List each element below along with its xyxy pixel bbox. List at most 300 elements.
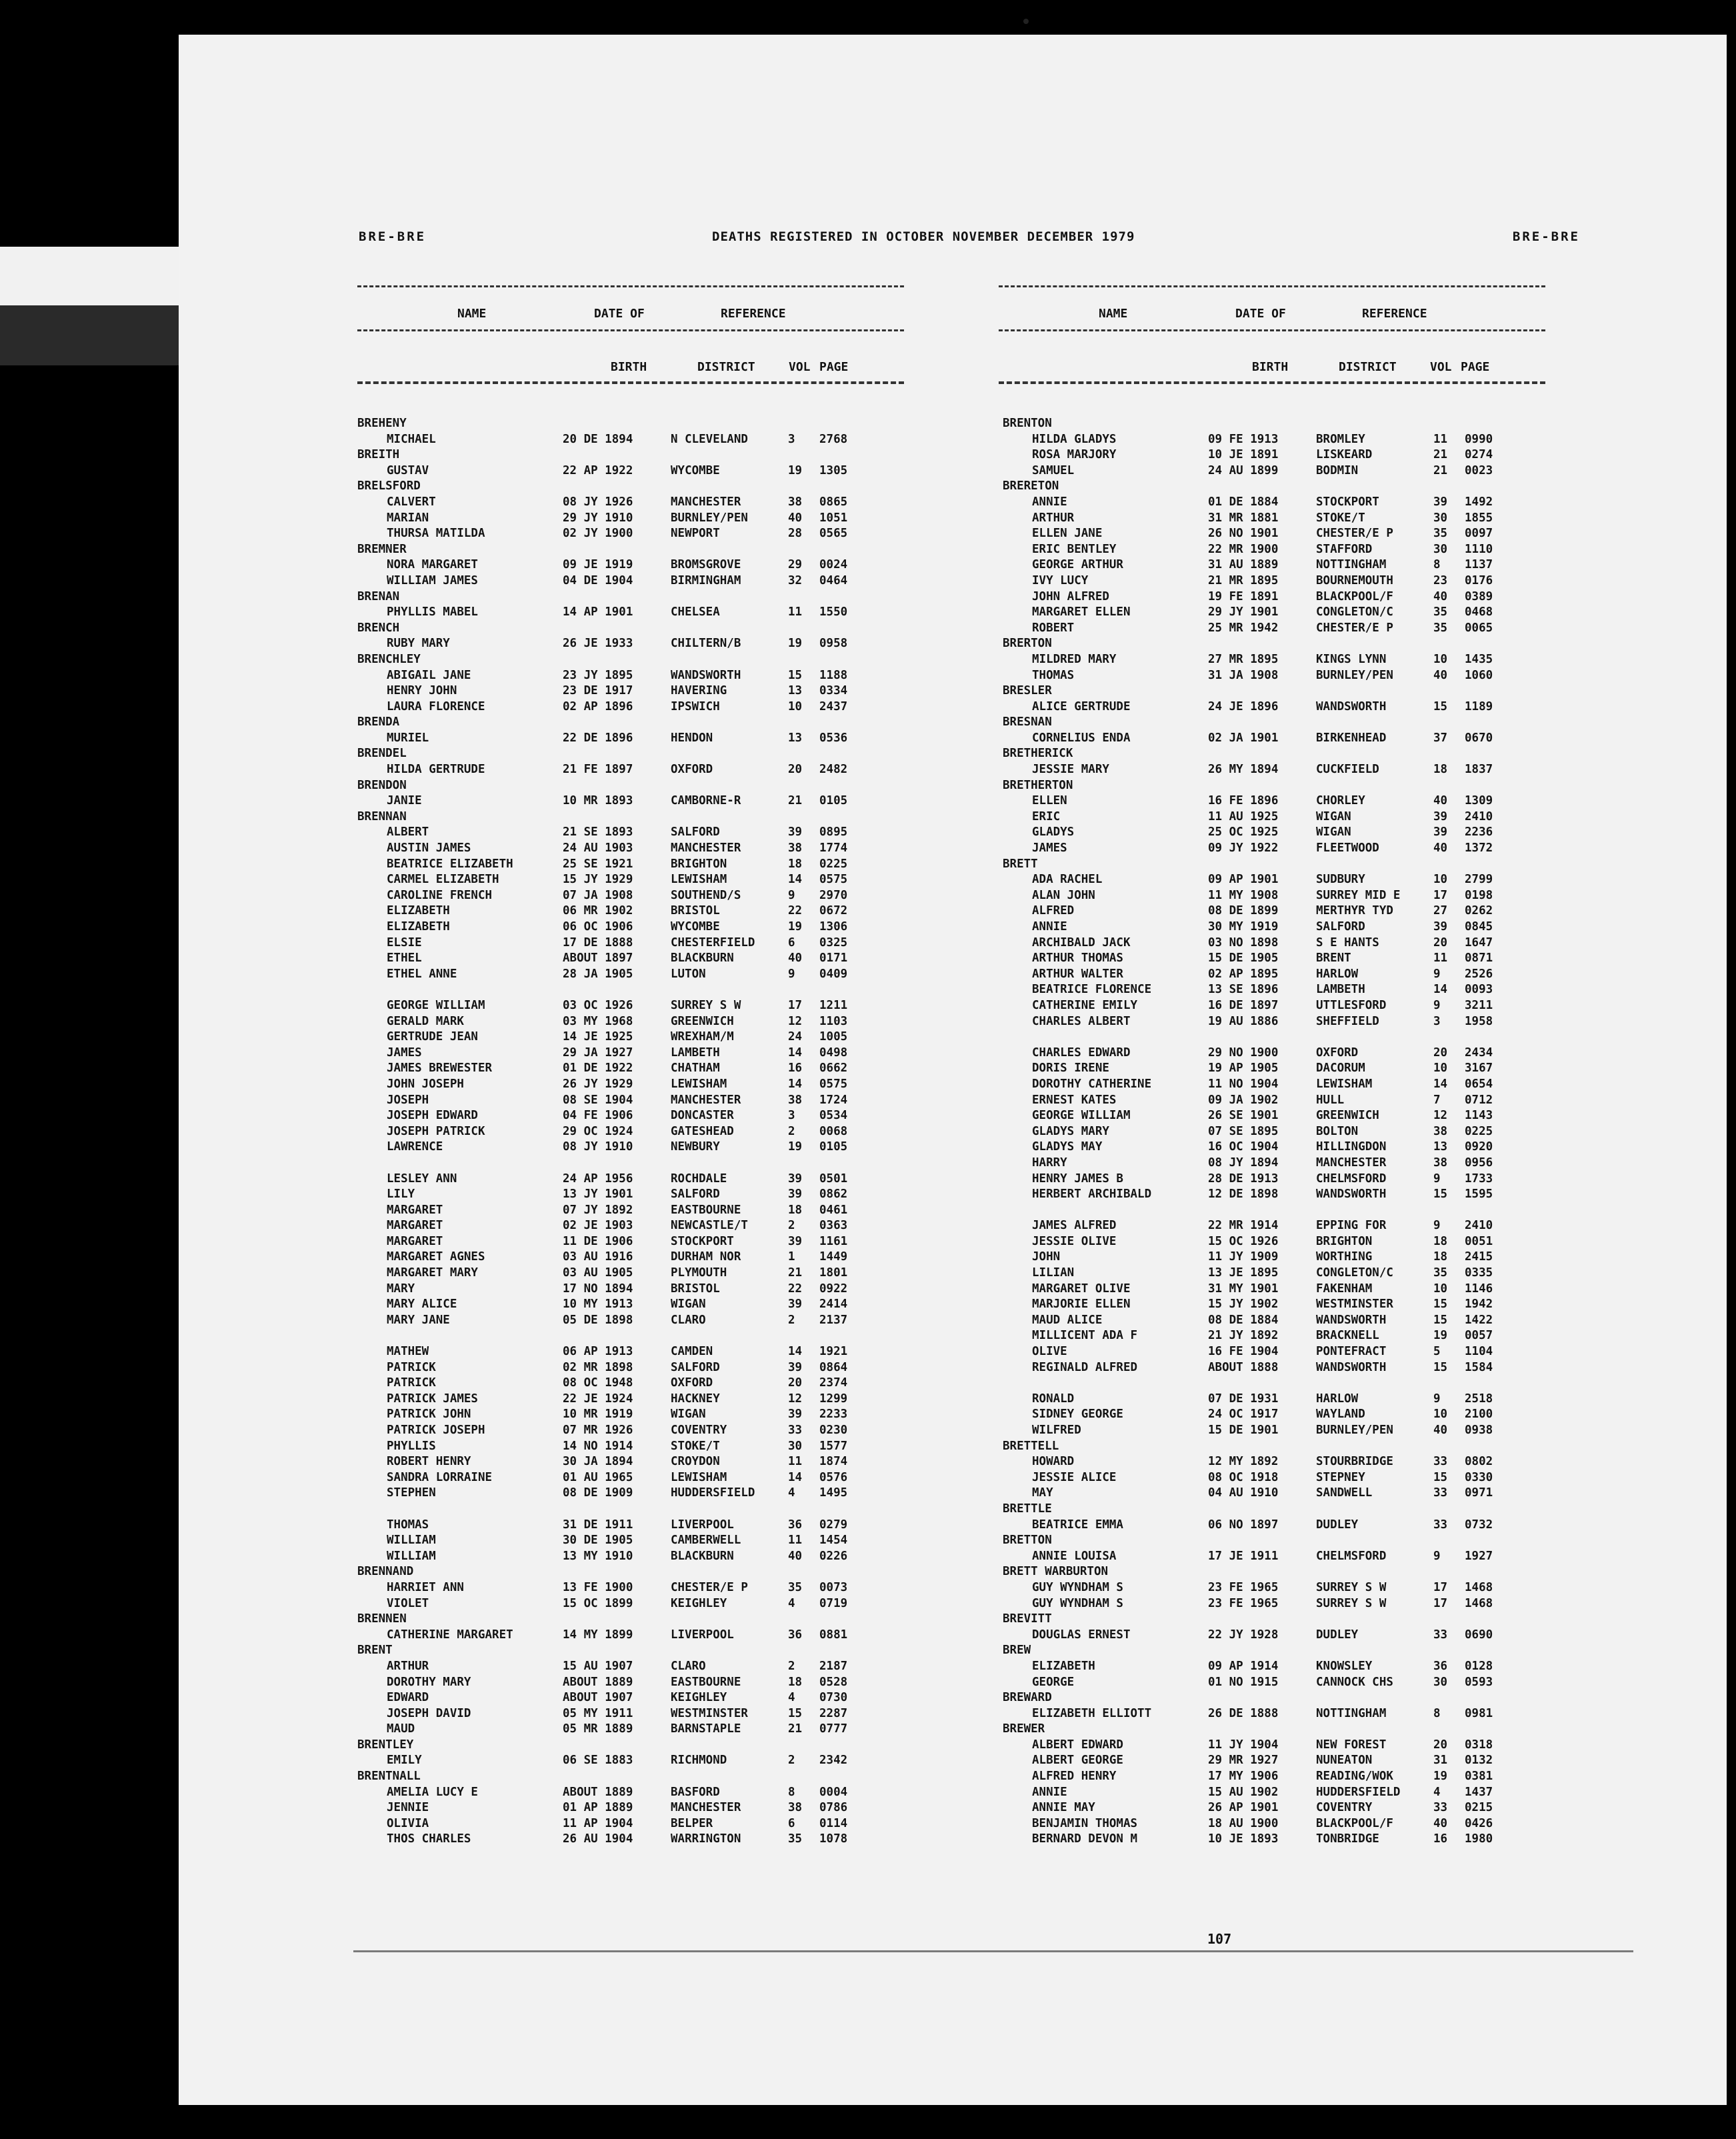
forename: PATRICK JAMES [387, 1392, 478, 1406]
birth-date: 19 AP 1905 [1208, 1061, 1279, 1076]
page-ref: 0381 [1465, 1770, 1493, 1784]
forename: JAMES [387, 1045, 422, 1059]
birth-date: 29 JA 1927 [563, 1045, 633, 1059]
birth-date: 22 MR 1914 [1208, 1219, 1279, 1233]
forename: WILLIAM [387, 1534, 436, 1548]
birth-date: 19 AU 1886 [1208, 1014, 1279, 1028]
district: BODMIN [1316, 463, 1359, 477]
forename: JOSEPH DAVID [387, 1706, 471, 1720]
birth-date: 17 NO 1894 [563, 1282, 633, 1296]
birth-date: 21 FE 1897 [563, 763, 633, 777]
volume: 14 [788, 873, 803, 887]
birth-date: 23 FE 1965 [1208, 1596, 1279, 1610]
forename: DORIS IRENE [1032, 1061, 1109, 1076]
volume: 2 [788, 1313, 795, 1327]
page-ref: 0864 [819, 1360, 848, 1374]
name-column-label: NAME [1099, 307, 1128, 321]
page-ref: 1372 [1465, 841, 1493, 855]
district: STAFFORD [1316, 542, 1373, 556]
forename: WILFRED [1032, 1424, 1081, 1437]
birth-date: 24 AU 1903 [563, 841, 633, 855]
page-ref: 1060 [1465, 668, 1493, 682]
page-ref: 0426 [1465, 1816, 1493, 1830]
birth-date: ABOUT 1897 [563, 951, 633, 965]
birth-date: 17 DE 1888 [563, 935, 633, 949]
district-label: DISTRICT [1339, 360, 1397, 374]
birth-date: 11 MY 1908 [1208, 888, 1279, 902]
volume: 10 [1433, 873, 1448, 887]
page-ref: 1595 [1465, 1188, 1493, 1202]
volume: 19 [788, 637, 803, 651]
birth-date: 03 OC 1926 [563, 998, 633, 1012]
volume: 38 [1433, 1156, 1448, 1170]
district: CONGLETON/C [1316, 1266, 1393, 1280]
page-ref: 1454 [819, 1534, 848, 1548]
district: LISKEARD [1316, 448, 1373, 462]
birth-date: 06 OC 1906 [563, 920, 633, 933]
forename: JESSIE MARY [1032, 763, 1109, 777]
page-ref: 1449 [819, 1250, 848, 1264]
volume: 33 [788, 1424, 803, 1437]
district-label: DISTRICT [697, 360, 755, 374]
district: WANDSWORTH [1316, 1313, 1387, 1327]
page-ref: 0956 [1465, 1156, 1493, 1170]
birth-date: 09 JE 1919 [563, 558, 633, 572]
district: STEPNEY [1316, 1470, 1365, 1484]
district: MANCHESTER [671, 495, 741, 509]
page-ref: 0528 [819, 1675, 848, 1689]
district: CHELSEA [671, 605, 720, 619]
header-rule [999, 381, 1545, 384]
forename: MAY [1032, 1486, 1053, 1500]
forename: CORNELIUS ENDA [1032, 731, 1131, 745]
district: BRACKNELL [1316, 1329, 1379, 1343]
scan-shadow [0, 305, 183, 365]
forename: ANNIE LOUISA [1032, 1549, 1117, 1563]
page-ref: 0565 [819, 527, 848, 541]
volume: 40 [788, 1549, 803, 1563]
page-ref: 1724 [819, 1093, 848, 1107]
surname: BRETTLE [1003, 1502, 1052, 1516]
page-ref: 2410 [1465, 1219, 1493, 1233]
volume: 35 [1433, 621, 1448, 635]
birth-date: 23 JY 1895 [563, 668, 633, 682]
page-ref: 1005 [819, 1030, 848, 1044]
page-label: PAGE [1461, 360, 1490, 374]
forename: ELIZABETH [387, 920, 450, 933]
forename: MILDRED MARY [1032, 652, 1117, 666]
register-page [179, 35, 1727, 2105]
birth-label: BIRTH [611, 360, 647, 374]
forename: ALBERT EDWARD [1032, 1738, 1123, 1752]
birth-date: 08 JY 1910 [563, 1140, 633, 1154]
page-ref: 0325 [819, 935, 848, 949]
volume: 12 [788, 1014, 803, 1028]
forename: BEATRICE ELIZABETH [387, 857, 513, 871]
page-ref: 1733 [1465, 1172, 1493, 1186]
volume: 40 [788, 511, 803, 525]
district: BRIGHTON [671, 857, 727, 871]
district: BURNLEY/PEN [671, 511, 748, 525]
surname: BREITH [357, 448, 400, 462]
birth-date: 31 JA 1908 [1208, 668, 1279, 682]
forename: ARTHUR [387, 1659, 429, 1673]
page-ref: 2414 [819, 1298, 848, 1312]
volume: 32 [788, 573, 803, 587]
volume: 21 [788, 1266, 803, 1280]
district: SALFORD [671, 1188, 720, 1202]
volume: 8 [788, 1785, 795, 1799]
district: MERTHYR TYD [1316, 904, 1393, 918]
district: HULL [1316, 1093, 1345, 1107]
page-ref: 0981 [1465, 1706, 1493, 1720]
birth-date: 02 MR 1898 [563, 1360, 633, 1374]
volume: 35 [1433, 1266, 1448, 1280]
birth-date: 31 MR 1881 [1208, 511, 1279, 525]
volume: 36 [1433, 1659, 1448, 1673]
page-ref: 2100 [1465, 1408, 1493, 1422]
district: CHESTER/E P [1316, 621, 1393, 635]
dust-speck [1023, 19, 1029, 24]
district: S E HANTS [1316, 935, 1379, 949]
page-ref: 0279 [819, 1518, 848, 1532]
district: IPSWICH [671, 699, 720, 713]
page-ref: 0230 [819, 1424, 848, 1437]
district: WYCOMBE [671, 920, 720, 933]
page-ref: 1942 [1465, 1298, 1493, 1312]
page-ref: 1855 [1465, 511, 1493, 525]
birth-date: 09 AP 1901 [1208, 873, 1279, 887]
birth-date: 01 DE 1884 [1208, 495, 1279, 509]
page-ref: 1211 [819, 998, 848, 1012]
page-ref: 0334 [819, 684, 848, 698]
birth-date: 05 MY 1911 [563, 1706, 633, 1720]
volume: 6 [788, 935, 795, 949]
district: WREXHAM/M [671, 1030, 734, 1044]
forename: PATRICK JOSEPH [387, 1424, 485, 1437]
birth-date: ABOUT 1888 [1208, 1360, 1279, 1374]
surname: BRENNAN [357, 809, 407, 823]
surname: BRESNAN [1003, 715, 1052, 729]
district: SURREY MID E [1316, 888, 1401, 902]
forename: JESSIE OLIVE [1032, 1234, 1117, 1248]
page-ref: 1309 [1465, 794, 1493, 808]
birth-date: 15 OC 1926 [1208, 1234, 1279, 1248]
page-ref: 2233 [819, 1408, 848, 1422]
birth-date: 06 NO 1897 [1208, 1518, 1279, 1532]
page-ref: 1921 [819, 1345, 848, 1359]
district: NOTTINGHAM [1316, 558, 1387, 572]
vol-label: VOL [789, 360, 811, 374]
forename: HERBERT ARCHIBALD [1032, 1188, 1152, 1202]
page-ref: 1437 [1465, 1785, 1493, 1799]
volume: 39 [788, 1172, 803, 1186]
district: CHESTERFIELD [671, 935, 755, 949]
volume: 4 [788, 1596, 795, 1610]
page-ref: 0105 [819, 1140, 848, 1154]
forename: LILY [387, 1188, 415, 1202]
volume: 2 [788, 1659, 795, 1673]
birth-date: 13 JE 1895 [1208, 1266, 1279, 1280]
birth-date: 01 AU 1965 [563, 1470, 633, 1484]
forename: PHYLLIS [387, 1439, 436, 1453]
page-ref: 0318 [1465, 1738, 1493, 1752]
forename: AMELIA LUCY E [387, 1785, 478, 1799]
forename: CALVERT [387, 495, 436, 509]
volume: 39 [1433, 809, 1448, 823]
birth-date: 16 FE 1896 [1208, 794, 1279, 808]
forename: OLIVE [1032, 1345, 1067, 1359]
forename: ELSIE [387, 935, 422, 949]
forename: BEATRICE FLORENCE [1032, 983, 1152, 997]
page-ref: 1495 [819, 1486, 848, 1500]
page-ref: 1051 [819, 511, 848, 525]
volume: 24 [788, 1030, 803, 1044]
volume: 35 [1433, 605, 1448, 619]
district: WANDSWORTH [1316, 1360, 1387, 1374]
birth-date: 11 NO 1904 [1208, 1077, 1279, 1091]
volume: 15 [788, 668, 803, 682]
surname: BRENNAND [357, 1565, 414, 1579]
forename: MARGARET ELLEN [1032, 605, 1131, 619]
forename: LESLEY ANN [387, 1172, 457, 1186]
page-ref: 0176 [1465, 573, 1493, 587]
district: WANDSWORTH [1316, 1188, 1387, 1202]
volume: 15 [1433, 1188, 1448, 1202]
birth-date: 04 AU 1910 [1208, 1486, 1279, 1500]
forename: ANNIE [1032, 920, 1067, 933]
page-ref: 0536 [819, 731, 848, 745]
district: HACKNEY [671, 1392, 720, 1406]
district: GREENWICH [671, 1014, 734, 1028]
forename: STEPHEN [387, 1486, 436, 1500]
birth-date: 24 JE 1896 [1208, 699, 1279, 713]
district: BELPER [671, 1816, 713, 1830]
page-ref: 0389 [1465, 589, 1493, 603]
page-ref: 0132 [1465, 1754, 1493, 1768]
district: NEWBURY [671, 1140, 720, 1154]
district: LUTON [671, 967, 706, 981]
birth-date: 09 FE 1913 [1208, 432, 1279, 446]
district: BURNLEY/PEN [1316, 668, 1393, 682]
volume: 8 [1433, 558, 1441, 572]
birth-date: 18 AU 1900 [1208, 1816, 1279, 1830]
surname: BREWER [1003, 1722, 1045, 1736]
birth-date: 15 JY 1902 [1208, 1298, 1279, 1312]
birth-date: 08 JY 1894 [1208, 1156, 1279, 1170]
district: DUDLEY [1316, 1518, 1359, 1532]
district: HARLOW [1316, 1392, 1359, 1406]
birth-date: 22 AP 1922 [563, 463, 633, 477]
district: SHEFFIELD [1316, 1014, 1379, 1028]
forename: JOSEPH EDWARD [387, 1109, 478, 1123]
district: FLEETWOOD [1316, 841, 1379, 855]
page-ref: 1927 [1465, 1549, 1493, 1563]
district: CLARO [671, 1313, 706, 1327]
birth-date: 11 AU 1925 [1208, 809, 1279, 823]
birth-date: 13 SE 1896 [1208, 983, 1279, 997]
district: ROCHDALE [671, 1172, 727, 1186]
page-ref: 1146 [1465, 1282, 1493, 1296]
birth-date: 24 AP 1956 [563, 1172, 633, 1186]
forename: RUBY MARY [387, 637, 450, 651]
volume: 15 [1433, 1298, 1448, 1312]
volume: 7 [1433, 1093, 1441, 1107]
forename: MICHAEL [387, 432, 436, 446]
birth-date: 04 FE 1906 [563, 1109, 633, 1123]
page-ref: 2342 [819, 1754, 848, 1768]
forename: THOS CHARLES [387, 1832, 471, 1846]
forename: CATHERINE EMILY [1032, 998, 1138, 1012]
surname: BRELSFORD [357, 479, 421, 493]
page-ref: 1110 [1465, 542, 1493, 556]
volume: 15 [1433, 1313, 1448, 1327]
header-rule [357, 381, 904, 384]
birth-date: 06 AP 1913 [563, 1345, 633, 1359]
volume: 10 [1433, 1061, 1448, 1076]
volume: 19 [1433, 1329, 1448, 1343]
volume: 1 [788, 1250, 795, 1264]
page-ref: 2526 [1465, 967, 1493, 981]
birth-date: 08 JY 1926 [563, 495, 633, 509]
volume: 30 [1433, 542, 1448, 556]
forename: THOMAS [1032, 668, 1075, 682]
page-ref: 1306 [819, 920, 848, 933]
birth-date: 14 MY 1899 [563, 1628, 633, 1642]
volume: 5 [1433, 1345, 1441, 1359]
birth-date: 06 SE 1883 [563, 1754, 633, 1768]
birth-date: 03 MY 1968 [563, 1014, 633, 1028]
district: LEWISHAM [671, 1470, 727, 1484]
page-ref: 0662 [819, 1061, 848, 1076]
forename: HARRY [1032, 1156, 1067, 1170]
forename: GEORGE [1032, 1675, 1075, 1689]
volume: 18 [1433, 1250, 1448, 1264]
forename: MURIEL [387, 731, 429, 745]
forename: ABIGAIL JANE [387, 668, 471, 682]
page-ref: 0073 [819, 1580, 848, 1594]
volume: 33 [1433, 1455, 1448, 1469]
birth-date: 21 MR 1895 [1208, 573, 1279, 587]
volume: 40 [1433, 668, 1448, 682]
volume: 20 [1433, 1045, 1448, 1059]
header-rule [357, 285, 904, 287]
district: WESTMINSTER [1316, 1298, 1393, 1312]
forename: ERIC [1032, 809, 1061, 823]
page-ref: 0363 [819, 1219, 848, 1233]
birth-date: 15 DE 1901 [1208, 1424, 1279, 1437]
district: UTTLESFORD [1316, 998, 1387, 1012]
surname: BRETTELL [1003, 1439, 1059, 1453]
forename: ANNIE MAY [1032, 1801, 1095, 1815]
birth-date: 07 DE 1931 [1208, 1392, 1279, 1406]
page-ref: 2482 [819, 763, 848, 777]
district: CANNOCK CHS [1316, 1675, 1393, 1689]
district: LIVERPOOL [671, 1518, 734, 1532]
district: CONGLETON/C [1316, 605, 1393, 619]
district: BLACKBURN [671, 951, 734, 965]
volume: 17 [1433, 888, 1448, 902]
volume: 11 [788, 1534, 803, 1548]
volume: 28 [788, 527, 803, 541]
page-ref: 0871 [1465, 951, 1493, 965]
volume: 39 [788, 1408, 803, 1422]
district: BRIGHTON [1316, 1234, 1373, 1248]
forename: ARCHIBALD JACK [1032, 935, 1131, 949]
volume: 3 [1433, 1014, 1441, 1028]
birth-date: 11 JY 1904 [1208, 1738, 1279, 1752]
birth-date: 29 NO 1900 [1208, 1045, 1279, 1059]
forename: PHYLLIS MABEL [387, 605, 478, 619]
district: WAYLAND [1316, 1408, 1365, 1422]
district: LEWISHAM [671, 1077, 727, 1091]
birth-date: 25 SE 1921 [563, 857, 633, 871]
district: EPPING FOR [1316, 1219, 1387, 1233]
birth-date: 05 MR 1889 [563, 1722, 633, 1736]
district: LAMBETH [1316, 983, 1365, 997]
page-title: DEATHS REGISTERED IN OCTOBER NOVEMBER DECEMBER 1979 [712, 229, 1135, 244]
district: CAMDEN [671, 1345, 713, 1359]
forename: ELIZABETH [387, 904, 450, 918]
volume: 15 [1433, 1360, 1448, 1374]
page-ref: 0732 [1465, 1518, 1493, 1532]
forename: HILDA GERTRUDE [387, 763, 485, 777]
district: MANCHESTER [671, 841, 741, 855]
page-label: PAGE [819, 360, 849, 374]
birth-date: 07 JA 1908 [563, 888, 633, 902]
forename: ELIZABETH [1032, 1659, 1095, 1673]
forename: MARGARET AGNES [387, 1250, 485, 1264]
district: DONCASTER [671, 1109, 734, 1123]
forename: GEORGE WILLIAM [387, 998, 485, 1012]
district: NEWCASTLE/T [671, 1219, 748, 1233]
birth-date: 03 NO 1898 [1208, 935, 1279, 949]
page-ref: 0057 [1465, 1329, 1493, 1343]
forename: RONALD [1032, 1392, 1075, 1406]
district: BROMSGROVE [671, 558, 741, 572]
district: KINGS LYNN [1316, 652, 1387, 666]
birth-date: 22 DE 1896 [563, 731, 633, 745]
birth-date: 13 MY 1910 [563, 1549, 633, 1563]
birth-date: 10 MR 1919 [563, 1408, 633, 1422]
volume: 18 [788, 1203, 803, 1217]
date-of-label: DATE OF [1235, 307, 1286, 321]
district: LIVERPOOL [671, 1628, 734, 1642]
volume: 40 [1433, 1816, 1448, 1830]
birth-date: 02 AP 1895 [1208, 967, 1279, 981]
page-ref: 0498 [819, 1045, 848, 1059]
surname: BREW [1003, 1644, 1031, 1658]
birth-date: 26 NO 1901 [1208, 527, 1279, 541]
forename: ETHEL [387, 951, 422, 965]
volume: 22 [788, 1282, 803, 1296]
volume: 16 [1433, 1832, 1448, 1846]
forename: ROBERT [1032, 621, 1075, 635]
forename: HILDA GLADYS [1032, 432, 1117, 446]
forename: MAUD [387, 1722, 415, 1736]
volume: 14 [788, 1470, 803, 1484]
forename: ROBERT HENRY [387, 1455, 471, 1469]
forename: JOSEPH [387, 1093, 429, 1107]
volume: 35 [788, 1580, 803, 1594]
page-ref: 1584 [1465, 1360, 1493, 1374]
volume: 14 [788, 1345, 803, 1359]
birth-date: 02 JA 1901 [1208, 731, 1279, 745]
page-ref: 0461 [819, 1203, 848, 1217]
surname: BRETHERTON [1003, 778, 1073, 792]
page-ref: 0330 [1465, 1470, 1493, 1484]
surname: BRENAN [357, 589, 400, 603]
